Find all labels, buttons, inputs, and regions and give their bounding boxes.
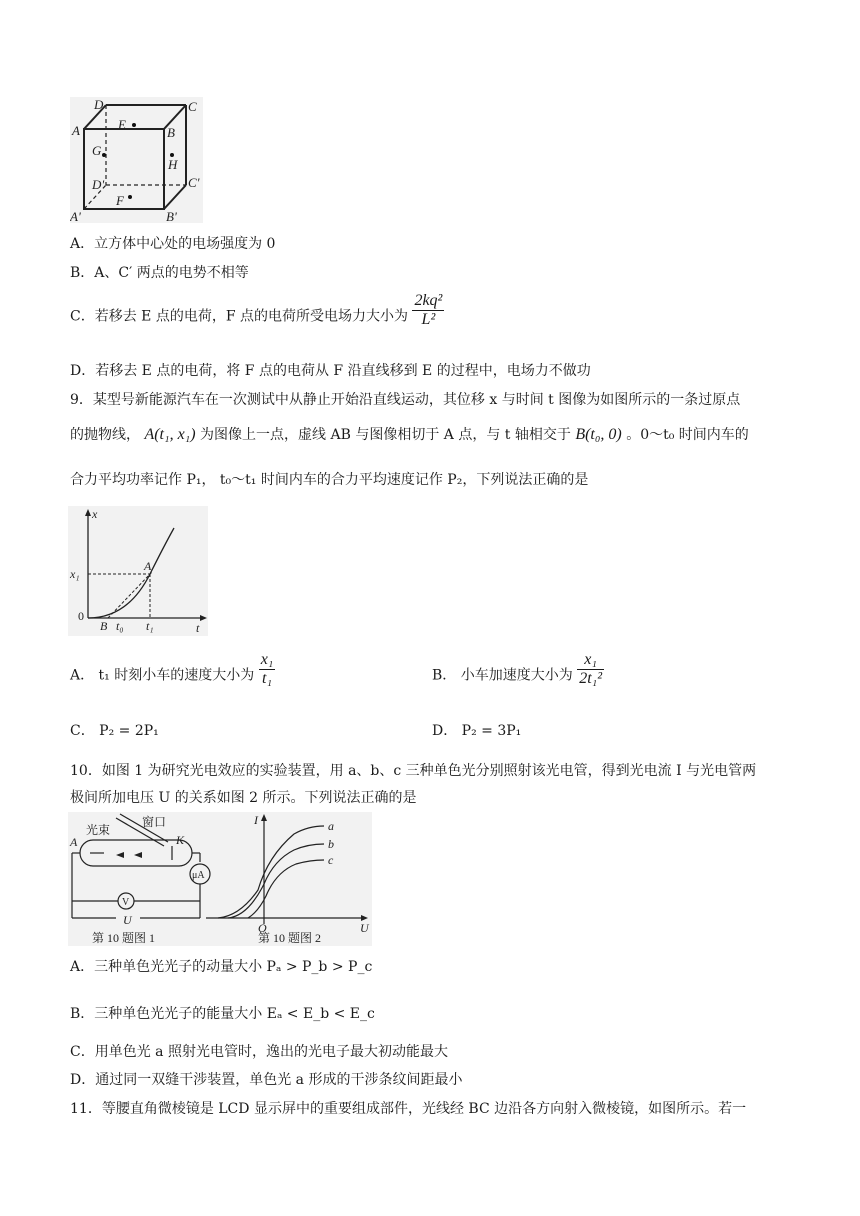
q10-stem-line2: 极间所加电压 U 的关系如图 2 所示。下列说法正确的是 [70,790,417,806]
q9-option-c: C． P₂ = 2P₁ [70,723,159,739]
fraction-numerator: 2kq² [414,292,443,309]
fig2-U-label: U [360,921,369,935]
photoelectric-figures [68,812,372,946]
q8-option-a: A．立方体中心处的电场强度为 0 [70,236,276,252]
fraction-denominator: L² [421,311,436,328]
q9-stem-line2-a: 的抛物线， [70,427,140,443]
q8-option-c [70,292,444,329]
label-Cp: C' [188,175,200,190]
label-Ap: A' [70,209,81,223]
label-G: G [92,143,102,158]
fraction-denominator: 2t₁² [579,670,603,687]
fig1-ammeter-label: μA [192,870,205,881]
q8-option-c-text: C．若移去 E 点的电荷，F 点的电荷所受电场力大小为 [70,308,408,325]
graph-y-axis-label: x [92,507,98,521]
label-A: A [72,123,80,138]
q9-option-b [432,651,604,688]
q9-option-a [70,651,275,688]
q8-option-b: B．A、C′ 两点的电势不相等 [70,265,249,281]
fig1-A-label: A [70,835,78,849]
graph-t0-label: t₀ [116,619,124,633]
fraction-numerator: x₁ [577,651,604,670]
q10-stem-line1: 10．如图 1 为研究光电效应的实验装置，用 a、b、c 三种单色光分别照射该光电管，得到光电流 I 与光电管两 [70,763,757,779]
q10-option-b: B．三种单色光光子的能量大小 Eₐ < E_b < E_c [70,1006,375,1022]
fig1-beam-label: 光束 [86,823,111,837]
fig1-caption: 第 10 题图 1 [92,931,156,945]
fig2-a-label: a [328,819,334,833]
label-E: E [118,117,126,132]
q9-stem-line2-c: 。0～t₀ 时间内车的 [626,427,749,443]
graph-x1-label: x₁ [70,567,80,581]
q9-option-d: D． P₂ = 3P₁ [432,723,522,739]
graph-x-axis-label: t [196,621,200,635]
graph-origin-label: 0 [78,609,84,623]
q9-option-a-fraction [259,651,276,688]
fraction-denominator: t₁ [262,670,273,687]
graph-point-A-label: A [144,559,152,573]
graph-t1-label: t₁ [146,619,154,633]
point-B-coord: B(t₀, 0) [575,426,622,443]
q10-option-a: A．三种单色光光子的动量大小 Pₐ > P_b > P_c [70,959,373,975]
label-H: H [168,157,178,172]
q9-stem-line1: 9．某型号新能源汽车在一次测试中从静止开始沿直线运动，其位移 x 与时间 t 图像为如图所示的一条过原点 [70,392,741,408]
label-Bp: B' [166,209,177,223]
q8-option-c-fraction [412,292,444,329]
q9-option-b-text: B． 小车加速度大小为 [432,667,573,684]
fig2-I-label: I [254,813,258,827]
fig2-c-label: c [328,853,334,867]
label-C: C [188,99,197,114]
q9-option-a-text: A． t₁ 时刻小车的速度大小为 [70,667,255,684]
fig2-b-label: b [328,837,334,851]
point-A-coord: A(t₁, x₁) [144,426,196,443]
label-D: D [94,97,104,112]
fig1-U-label: U [123,913,132,927]
q9-stem-line2 [70,425,749,445]
graph-point-B-label: B [100,619,108,633]
q9-option-b-fraction [577,651,604,688]
fraction-numerator: x₁ [260,651,274,668]
q10-option-c: C．用单色光 a 照射光电管时，逸出的光电子最大初动能最大 [70,1044,448,1060]
fig2-O-label: O [258,921,267,935]
fig1-K-label: K [176,833,185,847]
xt-graph [68,506,208,636]
q9-stem-line2-b: 为图像上一点，虚线 AB 与图像相切于 A 点，与 t 轴相交于 [200,427,571,443]
q11-stem-line1: 11．等腰直角微棱镜是 LCD 显示屏中的重要组成部件，光线经 BC 边沿各方向射入微棱镜，如图所示。若一 [70,1101,747,1117]
cube-figure [70,97,203,223]
q10-option-d: D．通过同一双缝干涉装置，单色光 a 形成的干涉条纹间距最小 [70,1072,463,1088]
fig1-voltmeter-label: V [122,897,130,908]
label-F: F [116,193,124,208]
fig2-caption: 第 10 题图 2 [258,931,322,945]
q8-option-d: D．若移去 E 点的电荷，将 F 点的电荷从 F 沿直线移到 E 的过程中，电场力不做功 [70,363,591,379]
q9-stem-line3: 合力平均功率记作 P₁， t₀～t₁ 时间内车的合力平均速度记作 P₂，下列说法正确的是 [70,472,589,488]
fig1-window-label: 窗口 [142,815,167,829]
label-Dp: D' [92,177,105,192]
label-B: B [167,125,175,140]
